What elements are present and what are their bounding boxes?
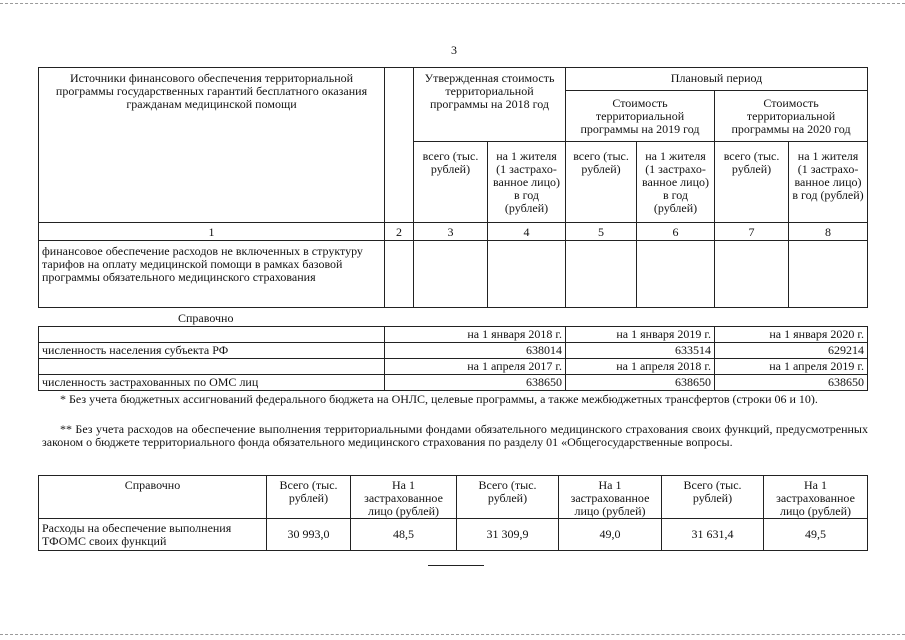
header-total-2019: всего (тыс. рублей) xyxy=(566,142,637,223)
ref2-header-per-insured-3: На 1 застрахованное лицо (рублей) xyxy=(764,476,868,519)
ref2-value-per-insured-3: 49,5 xyxy=(764,519,868,551)
footnote-2: ** Без учета расходов на обеспечение выполнения территориальными фондами обязательного медицинского страхования своих функций, предусмотренных законом о бюджете территориального фонда обязательного медицинского страхования по разделу 01 «Общегосударственные вопросы. xyxy=(42,422,868,449)
cell-empty xyxy=(488,241,566,308)
population-2018: 638014 xyxy=(385,343,566,359)
header-sources: Источники финансового обеспечения территориальной программы государственных гарантий бесплатного оказания гражданам медицинской помощи xyxy=(39,68,385,223)
insured-2018: 638650 xyxy=(566,375,715,391)
ref2-header-total-1: Всего (тыс. рублей) xyxy=(267,476,351,519)
population-2019: 633514 xyxy=(566,343,715,359)
ref2-header-per-insured-2: На 1 застрахованное лицо (рублей) xyxy=(559,476,662,519)
col-number-6: 6 xyxy=(637,223,715,241)
header-per-resident-2020: на 1 жителя (1 застрахо-ванное лицо) в год (рублей) xyxy=(789,142,868,223)
col-number-5: 5 xyxy=(566,223,637,241)
reference-table-population xyxy=(38,326,868,391)
scan-bottom-line xyxy=(0,634,905,635)
header-cost-2020: Стоимость территориальной программы на 2020 год xyxy=(715,91,868,142)
cell-empty xyxy=(715,241,789,308)
bottom-rule xyxy=(428,565,484,566)
header-planned-period: Плановый период xyxy=(566,68,868,91)
scan-top-line xyxy=(0,3,905,4)
header-approved-cost: Утвержденная стоимость территориальной программы на 2018 год xyxy=(414,68,566,142)
ref2-value-per-insured-2: 49,0 xyxy=(559,519,662,551)
cell-empty xyxy=(789,241,868,308)
header-total-2020: всего (тыс. рублей) xyxy=(715,142,789,223)
page-number: 3 xyxy=(451,43,457,57)
ref2-value-total-3: 31 631,4 xyxy=(662,519,764,551)
ref2-header-total-2: Всего (тыс. рублей) xyxy=(457,476,559,519)
date-jan-2020: на 1 января 2020 г. xyxy=(715,327,868,343)
row-financing-outside-tariffs: финансовое обеспечение расходов не включенных в структуру тарифов на оплату медицинской помощи в рамках базовой программы обязательного медицинского страхования xyxy=(39,241,385,308)
ref2-header-per-insured-1: На 1 застрахованное лицо (рублей) xyxy=(351,476,457,519)
ref2-header-total-3: Всего (тыс. рублей) xyxy=(662,476,764,519)
main-table xyxy=(38,67,868,308)
date-jan-2018: на 1 января 2018 г. xyxy=(385,327,566,343)
insured-2019: 638650 xyxy=(715,375,868,391)
col-number-8: 8 xyxy=(789,223,868,241)
date-apr-2018: на 1 апреля 2018 г. xyxy=(566,359,715,375)
header-per-resident-2019: на 1 жителя (1 застрахо-ванное лицо) в год (рублей) xyxy=(637,142,715,223)
population-2020: 629214 xyxy=(715,343,868,359)
ref2-title: Справочно xyxy=(39,476,267,519)
population-label: численность населения субъекта РФ xyxy=(39,343,385,359)
col-number-4: 4 xyxy=(488,223,566,241)
date-apr-2019: на 1 апреля 2019 г. xyxy=(715,359,868,375)
reference-table-tfoms-expenses xyxy=(38,475,868,551)
header-total-2018: всего (тыс. рублей) xyxy=(414,142,488,223)
footnote-1: * Без учета бюджетных ассигнований федерального бюджета на ОНЛС, целевые программы, а также межбюджетных трансфертов (строки 06 и 10). xyxy=(60,392,818,406)
cell-empty xyxy=(566,241,637,308)
ref2-value-per-insured-1: 48,5 xyxy=(351,519,457,551)
cell-empty xyxy=(39,359,385,375)
col-number-7: 7 xyxy=(715,223,789,241)
col-number-3: 3 xyxy=(414,223,488,241)
header-cost-2019: Стоимость территориальной программы на 2019 год xyxy=(566,91,715,142)
reference-title: Справочно xyxy=(178,311,234,325)
insured-2017: 638650 xyxy=(385,375,566,391)
ref2-row-label: Расходы на обеспечение выполнения ТФОМС своих функций xyxy=(39,519,267,551)
cell-empty xyxy=(39,327,385,343)
insured-label: численность застрахованных по ОМС лиц xyxy=(39,375,385,391)
date-apr-2017: на 1 апреля 2017 г. xyxy=(385,359,566,375)
col-number-1: 1 xyxy=(39,223,385,241)
header-col2-empty xyxy=(385,68,414,223)
ref2-value-total-2: 31 309,9 xyxy=(457,519,559,551)
date-jan-2019: на 1 января 2019 г. xyxy=(566,327,715,343)
cell-empty xyxy=(414,241,488,308)
cell-empty xyxy=(637,241,715,308)
ref2-value-total-1: 30 993,0 xyxy=(267,519,351,551)
header-per-resident-2018: на 1 жителя (1 застрахо-ванное лицо) в год (рублей) xyxy=(488,142,566,223)
col-number-2: 2 xyxy=(385,223,414,241)
cell-empty xyxy=(385,241,414,308)
